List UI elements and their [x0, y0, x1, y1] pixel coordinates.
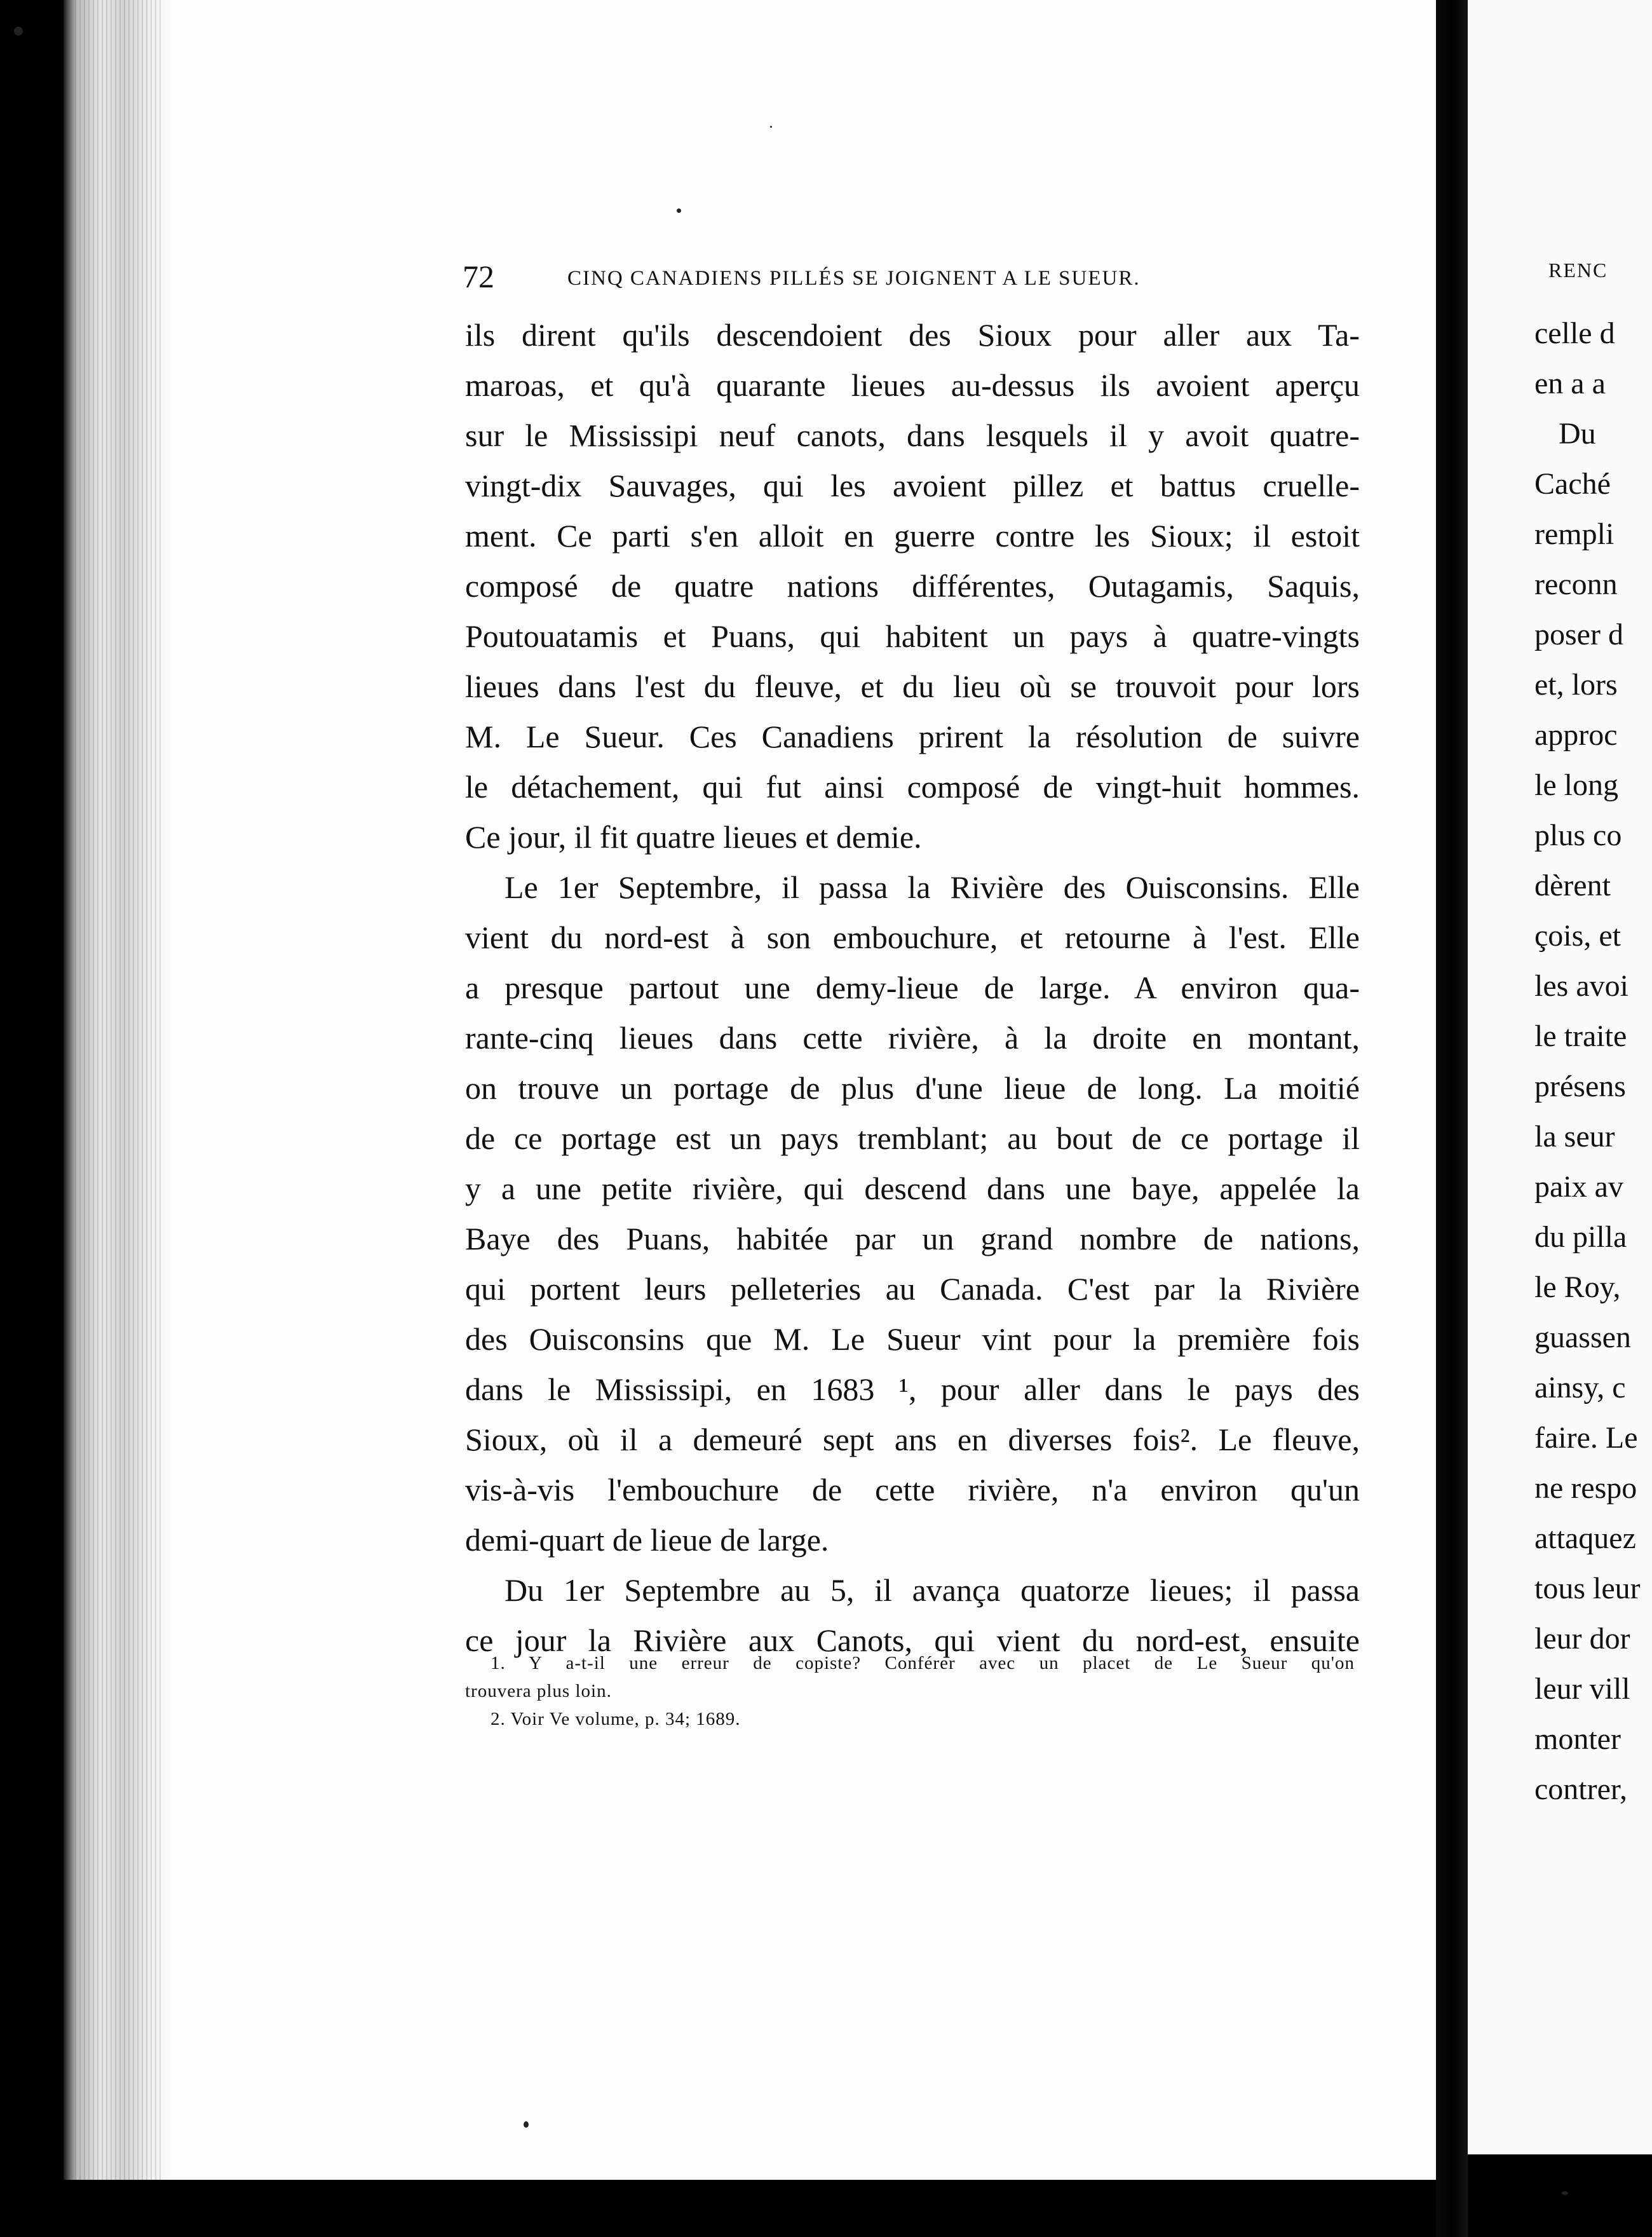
facing-line: présens: [1534, 1070, 1626, 1103]
book-page-edge-lines: [75, 0, 164, 2237]
footnotes: [465, 1649, 1355, 1733]
text-line: des Ouisconsins que M. Le Sueur vint pour la première fois: [465, 1321, 1360, 1357]
footnote-line: 1. Y a-t-il une erreur de copiste? Conférer avec un placet de Le Sueur qu'on: [491, 1653, 1355, 1673]
text-line: ils dirent qu'ils descendoient des Sioux pour aller aux Ta-: [465, 317, 1360, 353]
text-line: composé de quatre nations différentes, Outagamis, Saquis,: [465, 568, 1360, 604]
facing-line: reconn: [1534, 568, 1618, 601]
footnote-line: trouvera plus loin.: [465, 1681, 612, 1701]
facing-line: plus co: [1534, 819, 1622, 852]
facing-line: le Roy,: [1534, 1270, 1621, 1304]
text-line: Ce jour, il fit quatre lieues et demie.: [465, 819, 922, 855]
page-number: 72: [463, 259, 494, 294]
scan-speck: [524, 2121, 529, 2128]
text-line: dans le Mississipi, en 1683 ¹, pour aller dans le pays des: [465, 1371, 1360, 1407]
body-text: [465, 310, 1360, 1666]
facing-running-head: RENC: [1548, 259, 1608, 282]
text-line: on trouve un portage de plus d'une lieue de long. La moitié: [465, 1070, 1360, 1106]
facing-line: monter: [1534, 1722, 1621, 1756]
facing-line: çois, et: [1534, 919, 1621, 953]
text-line: vis-à-vis l'embouchure de cette rivière, n'a environ qu'un: [465, 1472, 1360, 1507]
text-line: ment. Ce parti s'en alloit en guerre contre les Sioux; il estoit: [465, 518, 1360, 554]
text-line: le détachement, qui fut ainsi composé de vingt-huit hommes.: [465, 769, 1360, 805]
text-line: maroas, et qu'à quarante lieues au-dessus ils avoient aperçu: [465, 367, 1360, 403]
footnote-line: 2. Voir Ve volume, p. 34; 1689.: [491, 1709, 741, 1729]
scan-speck: [677, 208, 681, 213]
text-line: de ce portage est un pays tremblant; au bout de ce portage il: [465, 1120, 1360, 1156]
facing-line: Du: [1559, 417, 1596, 451]
text-line: Sioux, où il a demeuré sept ans en diverses fois². Le fleuve,: [465, 1422, 1360, 1457]
text-line: vient du nord-est à son embouchure, et retourne à l'est. Elle: [465, 920, 1360, 955]
text-line: a presque partout une demy-lieue de large. A environ qua-: [465, 970, 1360, 1005]
scan-speck: [770, 126, 772, 128]
facing-line: le long: [1534, 768, 1618, 802]
text-line: Le 1er Septembre, il passa la Rivière des Ouisconsins. Elle: [504, 869, 1360, 905]
facing-line: du pilla: [1534, 1220, 1627, 1254]
text-line: ce jour la Rivière aux Canots, qui vient du nord-est, ensuite: [465, 1622, 1360, 1658]
text-line: qui portent leurs pelleteries au Canada. C'est par la Rivière: [465, 1271, 1360, 1307]
facing-line: et, lors: [1534, 668, 1618, 702]
facing-line: ainsy, c: [1534, 1371, 1626, 1404]
text-line: Poutouatamis et Puans, qui habitent un pays à quatre-vingts: [465, 618, 1360, 654]
facing-line: rempli: [1534, 517, 1615, 551]
facing-line: dèrent: [1534, 869, 1611, 902]
text-line: demi-quart de lieue de large.: [465, 1522, 829, 1558]
text-line: lieues dans l'est du fleuve, et du lieu où se trouvoit pour lors: [465, 669, 1360, 704]
facing-line: Caché: [1534, 467, 1611, 501]
scan-speck: [14, 27, 23, 36]
text-line: Du 1er Septembre au 5, il avança quatorze lieues; il passa: [504, 1572, 1360, 1608]
scan-speck: [1562, 2191, 1568, 2195]
facing-line: paix av: [1534, 1170, 1623, 1204]
facing-line: guassen: [1534, 1321, 1631, 1354]
facing-line: en a a: [1534, 367, 1606, 400]
facing-line: approc: [1534, 718, 1618, 752]
facing-line: leur dor: [1534, 1622, 1630, 1656]
page-bottom-shadow: [64, 2180, 1436, 2237]
text-line: M. Le Sueur. Ces Canadiens prirent la résolution de suivre: [465, 719, 1360, 754]
text-line: y a une petite rivière, qui descend dans une baye, appelée la: [465, 1171, 1360, 1206]
facing-line: la seur: [1534, 1120, 1615, 1153]
facing-line: celle d: [1534, 316, 1615, 350]
running-head: [463, 257, 1263, 296]
facing-line: tous leur: [1534, 1572, 1641, 1605]
facing-line: faire. Le: [1534, 1421, 1638, 1455]
facing-line: les avoi: [1534, 969, 1628, 1003]
text-line: Baye des Puans, habitée par un grand nombre de nations,: [465, 1221, 1360, 1256]
facing-line: le traite: [1534, 1019, 1627, 1053]
facing-line: attaquez: [1534, 1521, 1636, 1555]
facing-line: poser d: [1534, 618, 1623, 651]
facing-page-text: [1534, 308, 1652, 1814]
text-line: vingt-dix Sauvages, qui les avoient pillez et battus cruelle-: [465, 468, 1360, 503]
text-line: rante-cinq lieues dans cette rivière, à la droite en montant,: [465, 1020, 1360, 1056]
running-head-title: CINQ CANADIENS PILLÉS SE JOIGNENT A LE SUEUR.: [567, 267, 1141, 290]
book-gutter: [1436, 0, 1468, 2237]
text-line: sur le Mississipi neuf canots, dans lesquels il y avoit quatre-: [465, 418, 1360, 453]
facing-line: contrer,: [1534, 1772, 1627, 1806]
facing-page: [1468, 0, 1652, 2154]
facing-line: leur vill: [1534, 1672, 1630, 1706]
facing-line: ne respo: [1534, 1471, 1637, 1505]
